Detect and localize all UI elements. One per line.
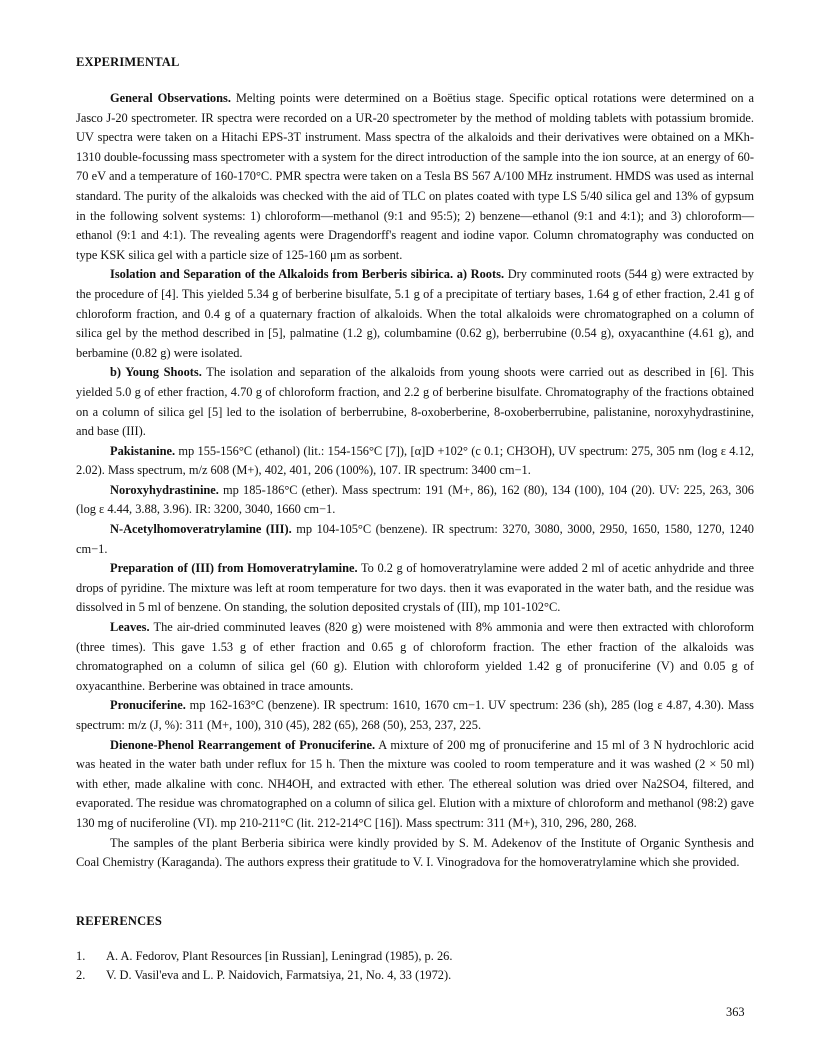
paragraph-leaves	[76, 618, 754, 696]
paragraph-text: A mixture of 200 mg of pronuciferine and 15 ml of 3 N hydrochloric acid was heated in the water bath under reflux for 15 h. Then the mixture was cooled to room temperature and it was washed (2 × 50 ml) with ether, made alkaline with conc. NH4OH, and extracted with ether. The ethereal solution was dried over Na2SO4, filtered, and evaporated. The residue was chromatographed on a column of silica gel. Elution with a mixture of chloroform and methanol (98:2) gave 130 mg of nuciferoline (VI). mp 210-211°C (lit. 212-214°C [16]). Mass spectrum: 311 (M+), 310, 296, 280, 268.	[76, 737, 754, 830]
paragraph-text: mp 162-163°C (benzene). IR spectrum: 1610, 1670 cm−1. UV spectrum: 236 (sh), 285 (log ε 4.87, 4.30). Mass spectrum: m/z (J, %): 311 (M+, 100), 310 (45), 282 (65), 268 (50), 253, 237, 225.	[76, 698, 754, 732]
reference-item	[76, 947, 754, 966]
paragraph-young-shoots	[76, 363, 754, 441]
paragraph-acetylhomoveratrylamine	[76, 520, 754, 559]
experimental-heading: EXPERIMENTAL	[76, 55, 180, 69]
paragraph-text: The air-dried comminuted leaves (820 g) were moistened with 8% ammonia and were then extracted with chloroform (three times). This gave 1.53 g of ether fraction and 0.65 g of chloroform fraction. The ether fraction of the alkaloids was chromatographed on a column of silica gel (60 g). Elution with chloroform yielded 1.42 g of pronuciferine (V) and 0.05 g of oxyacanthine. Berberine was obtained in trace amounts.	[76, 620, 754, 693]
paragraph-lead: General Observations.	[110, 91, 231, 105]
reference-list	[76, 947, 754, 985]
paragraph-acknowledgements	[76, 834, 754, 873]
paragraph-lead: N-Acetylhomoveratrylamine (III).	[110, 522, 292, 537]
references-heading: REFERENCES	[76, 914, 163, 928]
paragraph-lead: Pakistanine.	[110, 443, 176, 458]
paragraph-lead: Isolation and Separation of the Alkaloids from Berberis sibirica. a) Roots.	[110, 267, 505, 282]
paragraph-dienone-phenol	[76, 736, 754, 834]
paragraph-lead: Preparation of (III) from Homoveratrylamine.	[110, 561, 358, 576]
reference-number: 1.	[76, 949, 86, 963]
experimental-body	[76, 89, 754, 873]
paragraph-lead: Leaves.	[110, 620, 150, 635]
paragraph-lead: Noroxyhydrastinine.	[110, 482, 219, 497]
paragraph-text: mp 104-105°C (benzene). IR spectrum: 3270, 3080, 3000, 2950, 1650, 1580, 1270, 1240 cm−1.	[76, 522, 754, 556]
paragraph-lead: Pronuciferine.	[110, 698, 186, 713]
paragraph-text: Dry comminuted roots (544 g) were extracted by the procedure of [4]. This yielded 5.34 g of berberine bisulfate, 5.1 g of a precipitate of tertiary bases, 1.64 g of ether fraction, 2.41 g of chloroform fraction, and 0.4 g of a quaternary fraction of alkaloids. When the total alkaloids were chromatographed on a column of silica gel by the method described in [5], palmatine (1.2 g), columbamine (0.62 g), berberrubine (0.54 g), oxyacanthine (4.61 g), and berbamine (0.82 g) were isolated.	[76, 267, 755, 360]
paragraph-text: To 0.2 g of homoveratrylamine were added 2 ml of acetic anhydride and three drops of pyridine. The mixture was left at room temperature for two days. then it was evaporated in the water bath, and the residue was dissolved in 5 ml of benzene. On standing, the solution deposited crystals of (III), mp 101-102°C.	[76, 561, 754, 615]
paragraph-lead: Dienone-Phenol Rearrangement of Pronuciferine.	[110, 737, 376, 752]
paragraph-text: mp 155-156°C (ethanol) (lit.: 154-156°C [7]), [α]D +102° (c 0.1; CH3OH), UV spectrum: 275, 305 nm (log ε 4.12, 2.02). Mass spectrum, m/z 608 (M+), 402, 401, 206 (100%), 107. IR spectrum: 3400 cm−1.	[76, 443, 754, 478]
page-number: 363	[726, 1005, 745, 1019]
paragraph-general-observations	[76, 89, 754, 265]
paragraph-text: The isolation and separation of the alkaloids from young shoots were carried out as described in [6]. This yielded 5.0 g of ether fraction, 4.70 g of chloroform fraction, and 2.2 g of berberine bisulfate. Chromatography of the fractions obtained on a column of silica gel [5] led to the isolation of berberrubine, 8-oxoberberine, 8-oxoberberrubine, palistanine, noroxyhydrastinine, and base (III).	[76, 365, 755, 439]
paragraph-pronuciferine	[76, 696, 754, 735]
paragraph-text: Melting points were determined on a Boëtius stage. Specific optical rotations were determined on a Jasco J-20 spectrometer. IR spectra were recorded on a UR-20 spectrometer by the method of molding tablets with potassium bromide. UV spectra were taken on a Hitachi EPS-3T instrument. Mass spectra of the alkaloids and their derivatives were obtained on a MKh-1310 double-focussing mass spectrometer with a system for the direct introduction of the sample into the ion source, at an energy of 60-70 eV and a temperature of 160-170°C. PMR spectra were taken on a Tesla BS 567 A/100 MHz instrument. HMDS was used as internal standard. The purity of the alkaloids was checked with the aid of TLC on plates coated with type LS 5/40 silica gel and 13% of gypsum in the following solvent systems: 1) chloroform—methanol (9:1 and 95:5); 2) benzene—ethanol (9:1 and 4:1); and 3) chloroform—ethanol (9:1 and 4:1). The revealing agents were Dragendorff's reagent and iodine vapor. Column chromatography was conducted on type KSK silica gel with a particle size of 125-160 μm as sorbent.	[76, 91, 754, 262]
paragraph-isolation-roots	[76, 265, 754, 363]
paragraph-text: The samples of the plant Berberia sibirica were kindly provided by S. M. Adekenov of the Institute of Organic Synthesis and Coal Chemistry (Karaganda). The authors express their gratitude to V. I. Vinogradova for the homoveratrylamine which she provided.	[76, 835, 754, 870]
paragraph-preparation-iii	[76, 559, 754, 618]
paragraph-text: mp 185-186°C (ether). Mass spectrum: 191 (M+, 86), 162 (80), 134 (100), 104 (20). UV: 225, 263, 306 (log ε 4.44, 3.88, 3.96). IR: 3200, 3040, 1660 cm−1.	[76, 482, 754, 517]
paragraph-pakistanine	[76, 442, 754, 481]
paragraph-lead: b) Young Shoots.	[110, 365, 202, 380]
reference-item	[76, 966, 754, 985]
reference-text: V. D. Vasil'eva and L. P. Naidovich, Farmatsiya, 21, No. 4, 33 (1972).	[106, 968, 452, 982]
reference-number: 2.	[76, 968, 86, 982]
paragraph-noroxyhydrastinine	[76, 481, 754, 520]
reference-text: A. A. Fedorov, Plant Resources [in Russian], Leningrad (1985), p. 26.	[106, 949, 453, 963]
